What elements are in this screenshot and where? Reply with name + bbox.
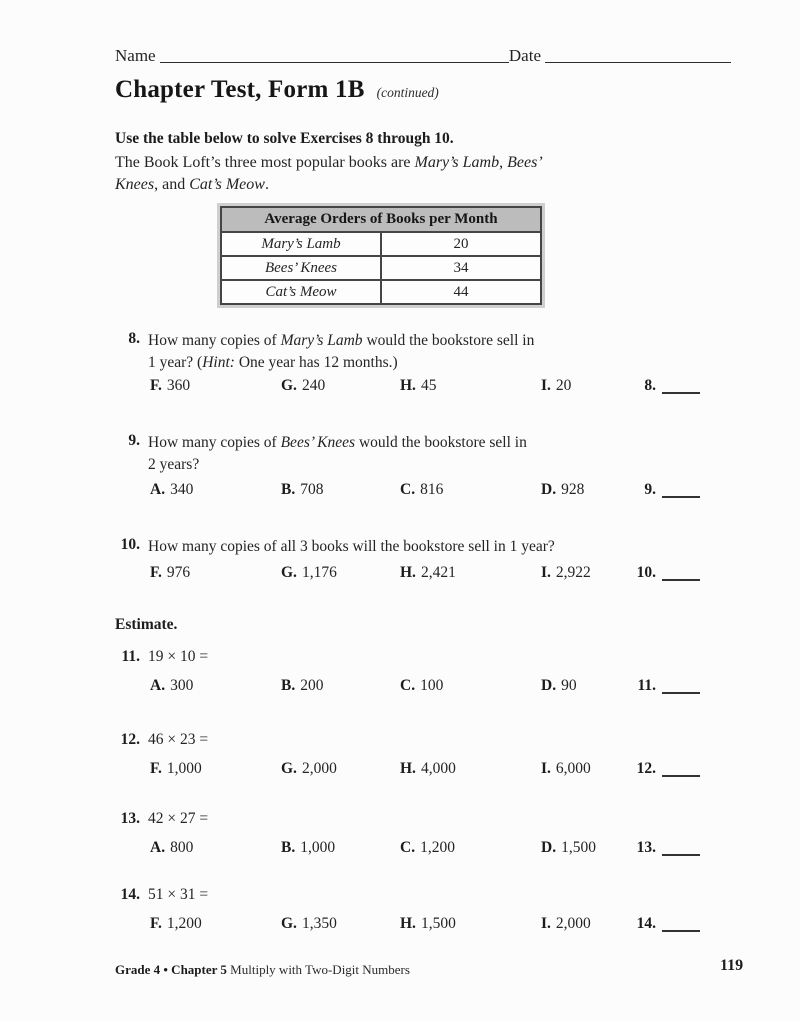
option-i [541, 564, 591, 582]
option-letter: F. [150, 760, 162, 777]
option-value: 2,421 [420, 564, 456, 581]
option-letter: A. [150, 481, 166, 498]
intro-text: , and [154, 176, 190, 193]
option-letter: A. [150, 677, 166, 694]
question-14-options [0, 915, 800, 935]
option-letter: C. [400, 677, 416, 694]
answer-number: 11. [637, 677, 656, 694]
orders-table [220, 206, 542, 305]
option-letter: B. [281, 481, 296, 498]
option-letter: I. [541, 915, 551, 932]
table-title: Average Orders of Books per Month [221, 207, 541, 232]
question-8-options [0, 377, 800, 397]
option-g [281, 564, 337, 582]
page-title: Chapter Test, Form 1B [115, 76, 365, 103]
footer [115, 962, 410, 978]
option-value: 1,200 [420, 839, 455, 856]
question-12-number: 12. [120, 731, 140, 748]
table-header-row [221, 207, 541, 232]
answer-blank [662, 774, 700, 777]
question-8-text [148, 330, 534, 373]
page-number: 119 [720, 957, 744, 974]
option-c [400, 481, 443, 499]
option-letter: I. [541, 377, 551, 394]
answer-blank [662, 495, 700, 498]
question-line [148, 352, 534, 374]
question-10-options [0, 564, 800, 584]
question-text: would the bookstore sell in [362, 332, 535, 349]
option-value: 800 [170, 839, 194, 856]
option-f [150, 564, 190, 582]
option-letter: A. [150, 839, 166, 856]
orders-cell: 34 [381, 256, 541, 280]
answer-blank [662, 929, 700, 932]
book-name-cell: Mary’s Lamb [221, 232, 381, 256]
option-value: 2,000 [301, 760, 337, 777]
answer-field-13 [598, 839, 708, 857]
option-letter: H. [400, 377, 416, 394]
question-line: How many copies of all 3 books will the bookstore sell in 1 year? [148, 538, 555, 555]
question-13-number: 13. [120, 810, 140, 827]
instruction-heading: Use the table below to solve Exercises 8 through 10. [115, 130, 454, 147]
answer-blank [662, 691, 700, 694]
date-label: Date [508, 46, 541, 65]
option-value: 1,000 [300, 839, 336, 856]
option-letter: H. [400, 915, 416, 932]
option-letter: F. [150, 377, 162, 394]
answer-field-10 [598, 564, 708, 582]
question-text: One year has 12 months.) [234, 353, 398, 371]
option-value: 300 [170, 677, 194, 694]
answer-blank [662, 578, 700, 581]
question-13-expression: 42 × 27 = [148, 810, 209, 827]
question-10-text [148, 536, 555, 558]
option-letter: H. [400, 760, 416, 777]
option-d [541, 481, 584, 499]
book-title: Cat’s Meow [189, 176, 265, 193]
option-value: 2,000 [555, 915, 591, 932]
question-line [148, 330, 534, 352]
option-b [281, 839, 335, 857]
question-text: 1 year? ( [148, 353, 203, 371]
option-letter: F. [150, 915, 162, 932]
option-letter: D. [541, 677, 557, 694]
book-title: Mary’s Lamb [414, 154, 500, 171]
book-name-cell: Cat’s Meow [221, 280, 381, 304]
question-11-expression: 19 × 10 = [148, 648, 209, 665]
option-c [400, 677, 443, 695]
book-title: Knees [115, 176, 155, 193]
table-row [221, 280, 541, 304]
name-blank-line [160, 61, 509, 63]
answer-number: 13. [636, 839, 656, 856]
answer-number: 8. [644, 377, 656, 394]
name-date-row [115, 46, 731, 65]
question-text: How many copies of [148, 434, 281, 451]
answer-field-8 [598, 377, 708, 395]
book-title: Mary’s Lamb [280, 332, 363, 349]
question-14-number: 14. [120, 886, 140, 903]
intro-line-2 [115, 174, 543, 196]
option-letter: G. [281, 564, 297, 581]
estimate-heading: Estimate. [115, 616, 178, 633]
name-label: Name [115, 46, 156, 65]
question-9-number: 9. [128, 432, 140, 449]
option-h [400, 915, 456, 933]
question-8-number: 8. [128, 330, 140, 347]
option-letter: D. [541, 481, 557, 498]
answer-number: 10. [636, 564, 656, 581]
option-value: 1,176 [301, 564, 337, 581]
option-value: 340 [170, 481, 194, 498]
answer-field-12 [598, 760, 708, 778]
option-a [150, 481, 193, 499]
option-letter: I. [541, 760, 551, 777]
intro-line-1 [115, 152, 543, 174]
table-row [221, 256, 541, 280]
footer-chapter-label: Grade 4 • Chapter 5 [115, 962, 227, 977]
option-value: 1,500 [420, 915, 456, 932]
option-h [400, 760, 456, 778]
option-f [150, 915, 202, 933]
option-letter: G. [281, 915, 297, 932]
option-letter: C. [400, 481, 416, 498]
book-title: Bees’ Knees [280, 434, 356, 451]
option-value: 4,000 [420, 760, 456, 777]
answer-blank [662, 853, 700, 856]
book-name-cell: Bees’ Knees [221, 256, 381, 280]
answer-field-11 [598, 677, 708, 695]
option-value: 1,200 [166, 915, 202, 932]
option-letter: I. [541, 564, 551, 581]
footer-chapter-title: Multiply with Two-Digit Numbers [226, 962, 410, 977]
option-letter: C. [400, 839, 416, 856]
option-value: 1,350 [301, 915, 337, 932]
option-g [281, 760, 337, 778]
option-letter: D. [541, 839, 557, 856]
option-value: 100 [420, 677, 444, 694]
option-value: 816 [420, 481, 444, 498]
option-value: 200 [300, 677, 324, 694]
option-h [400, 377, 436, 395]
option-value: 2,922 [555, 564, 591, 581]
option-value: 20 [555, 377, 572, 394]
intro-text: , [499, 154, 508, 171]
option-value: 240 [301, 377, 326, 394]
option-value: 45 [420, 377, 437, 394]
question-line: 2 years? [148, 455, 200, 473]
option-b [281, 481, 323, 499]
hint-label: Hint: [202, 353, 235, 371]
option-value: 360 [166, 377, 191, 394]
question-10-number: 10. [120, 536, 140, 553]
option-a [150, 839, 193, 857]
orders-cell: 20 [381, 232, 541, 256]
option-a [150, 677, 193, 695]
answer-blank [662, 391, 700, 394]
option-i [541, 377, 571, 395]
option-letter: G. [281, 760, 297, 777]
option-f [150, 760, 202, 778]
intro-text: The Book Loft’s three most popular books are [115, 154, 415, 171]
question-11-options [0, 677, 800, 697]
answer-field-14 [598, 915, 708, 933]
option-g [281, 377, 325, 395]
question-9-options [0, 481, 800, 501]
book-title: Bees’ [507, 154, 543, 171]
option-d [541, 677, 577, 695]
answer-number: 9. [644, 481, 656, 498]
option-i [541, 915, 591, 933]
option-letter: H. [400, 564, 416, 581]
option-letter: G. [281, 377, 297, 394]
option-g [281, 915, 337, 933]
option-value: 1,500 [561, 839, 596, 856]
option-letter: B. [281, 839, 296, 856]
answer-field-9 [598, 481, 708, 499]
question-14-expression: 51 × 31 = [148, 886, 209, 903]
question-9-text [148, 432, 527, 475]
title-continued-note: (continued) [376, 85, 439, 100]
option-value: 976 [166, 564, 191, 581]
question-text: would the bookstore sell in [355, 434, 527, 451]
date-blank-line [545, 61, 731, 63]
question-12-options [0, 760, 800, 780]
option-letter: B. [281, 677, 296, 694]
question-text: How many copies of [148, 332, 281, 349]
option-value: 90 [561, 677, 577, 694]
option-d [541, 839, 596, 857]
title-row [115, 76, 439, 104]
option-value: 708 [300, 481, 324, 498]
option-f [150, 377, 190, 395]
table-row [221, 232, 541, 256]
option-value: 1,000 [166, 760, 202, 777]
intro-paragraph [115, 152, 543, 196]
option-value: 928 [561, 481, 585, 498]
orders-cell: 44 [381, 280, 541, 304]
answer-number: 14. [636, 915, 656, 932]
option-i [541, 760, 591, 778]
answer-number: 12. [636, 760, 656, 777]
option-h [400, 564, 456, 582]
question-11-number: 11. [121, 648, 140, 665]
question-13-options [0, 839, 800, 859]
option-b [281, 677, 323, 695]
option-c [400, 839, 455, 857]
question-12-expression: 46 × 23 = [148, 731, 209, 748]
option-letter: F. [150, 564, 162, 581]
intro-text: . [264, 176, 269, 193]
option-value: 6,000 [555, 760, 591, 777]
question-line [148, 432, 527, 454]
